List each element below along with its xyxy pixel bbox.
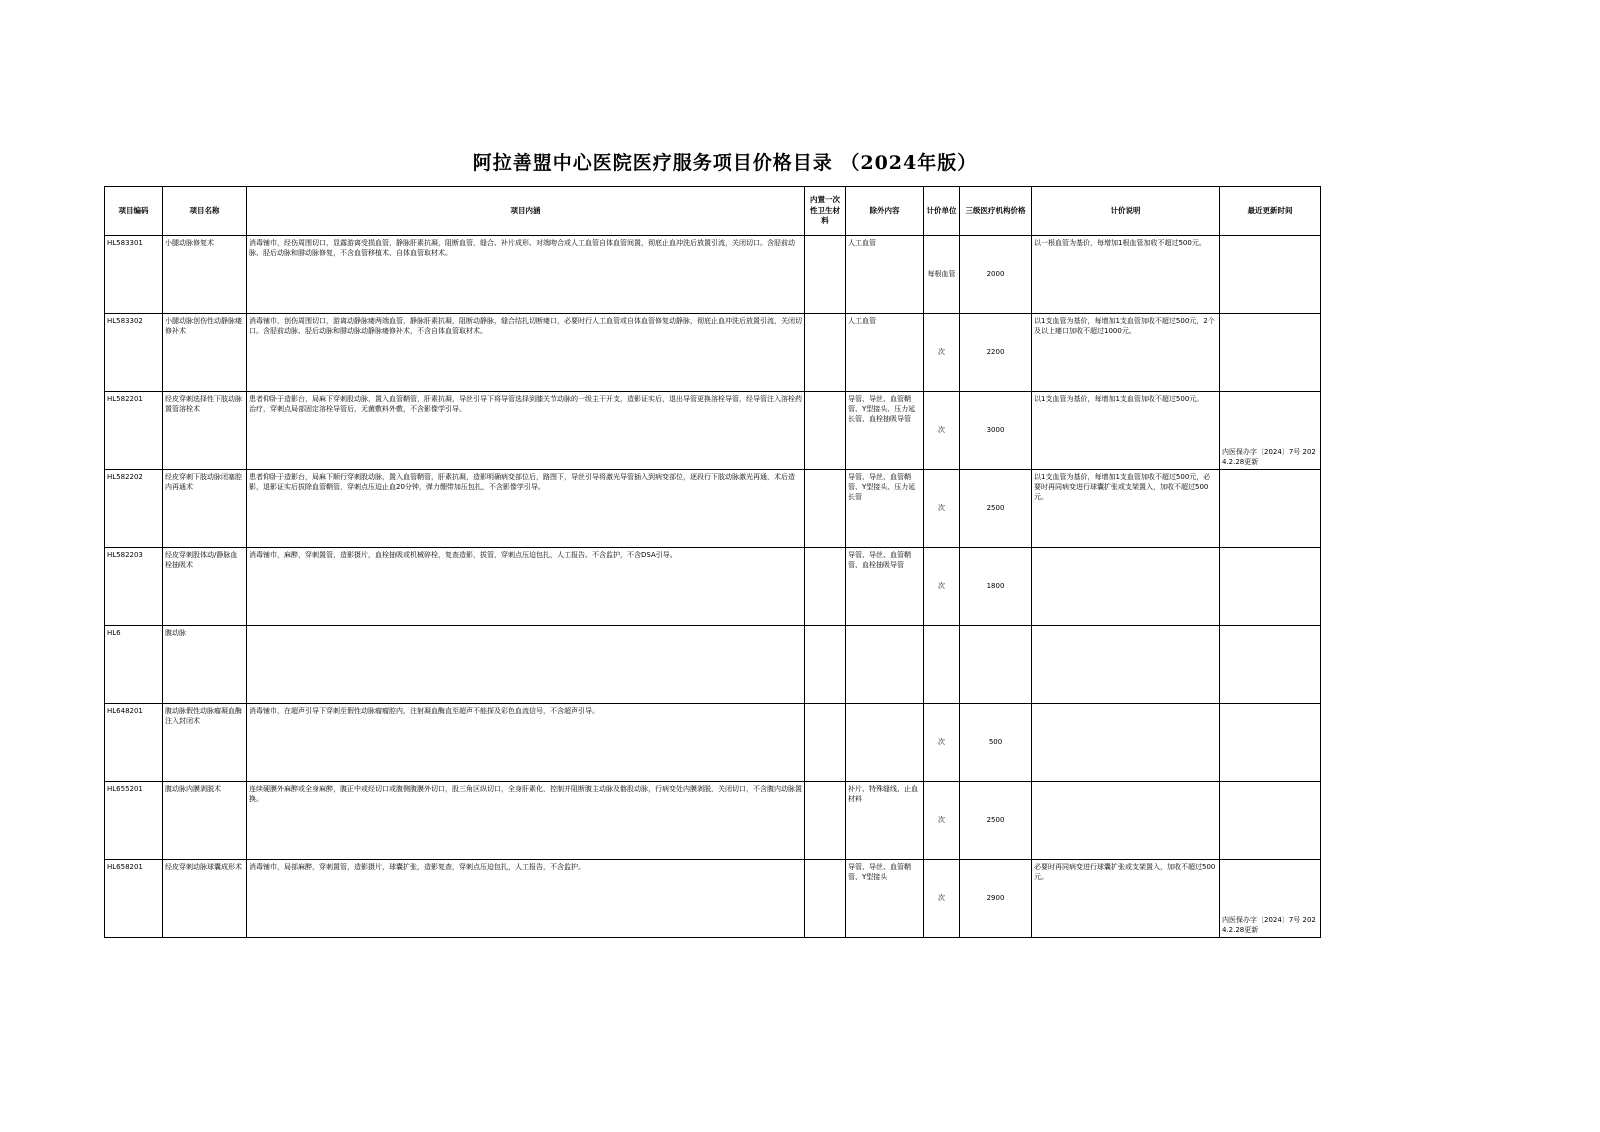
table-row xyxy=(105,626,1321,704)
item-content: 消毒铺巾，局部麻醉，穿刺置管，造影摄片，球囊扩张，造影复查，穿刺点压迫包扎，人工报告，不含监护。 xyxy=(247,860,805,938)
item-unit: 每根血管 xyxy=(924,236,960,314)
item-note: 以1支血管为基价，每增加1支血管加收不超过500元。 xyxy=(1032,392,1220,470)
item-code: HL6 xyxy=(105,626,163,704)
item-price: 2500 xyxy=(960,782,1032,860)
col-header-time: 最近更新时间 xyxy=(1220,187,1321,236)
table-row xyxy=(105,782,1321,860)
item-code: HL658201 xyxy=(105,860,163,938)
item-name: 经皮穿刺下肢动脉闭塞腔内再通术 xyxy=(163,470,247,548)
col-header-material: 内置一次性卫生材料 xyxy=(805,187,846,236)
item-unit: 次 xyxy=(924,860,960,938)
item-update-time: 内医保办字〔2024〕7号 2024.2.28更新 xyxy=(1220,392,1321,470)
item-material xyxy=(805,782,846,860)
item-note: 以1支血管为基价，每增加1支血管加收不超过500元，必要时再同病变进行球囊扩张或支架置入，加收不超过500元。 xyxy=(1032,470,1220,548)
item-content: 消毒铺巾，在超声引导下穿刺至假性动脉瘤瘤腔内，注射凝血酶直至超声不能探及彩色血流信号，不含超声引导。 xyxy=(247,704,805,782)
item-exclude: 人工血管 xyxy=(846,236,924,314)
header-row xyxy=(105,187,1321,236)
item-name: 小腿动脉创伤性动静脉瘘修补术 xyxy=(163,314,247,392)
item-unit: 次 xyxy=(924,782,960,860)
table-row xyxy=(105,314,1321,392)
item-note xyxy=(1032,626,1220,704)
item-unit: 次 xyxy=(924,548,960,626)
table-row xyxy=(105,704,1321,782)
item-code: HL583302 xyxy=(105,314,163,392)
item-unit: 次 xyxy=(924,314,960,392)
item-content xyxy=(247,626,805,704)
item-price: 2200 xyxy=(960,314,1032,392)
item-unit: 次 xyxy=(924,470,960,548)
item-name: 腹动脉内膜剥脱术 xyxy=(163,782,247,860)
item-name: 腹动脉 xyxy=(163,626,247,704)
item-price: 2500 xyxy=(960,470,1032,548)
item-code: HL582203 xyxy=(105,548,163,626)
item-code: HL583301 xyxy=(105,236,163,314)
item-price xyxy=(960,626,1032,704)
item-note xyxy=(1032,548,1220,626)
item-exclude: 人工血管 xyxy=(846,314,924,392)
table-row xyxy=(105,860,1321,938)
item-name: 经皮穿刺选择性下肢动脉置管溶栓术 xyxy=(163,392,247,470)
item-material xyxy=(805,548,846,626)
item-update-time xyxy=(1220,548,1321,626)
price-table xyxy=(104,186,1321,938)
item-update-time xyxy=(1220,782,1321,860)
item-material xyxy=(805,470,846,548)
item-note xyxy=(1032,704,1220,782)
item-name: 小腿动脉修复术 xyxy=(163,236,247,314)
item-content: 消毒铺巾，创伤周围切口，游离动静脉瘘两端血管，静脉肝素抗凝，阻断动静脉，缝合结扎切断瘘口，必要时行人工血管或自体血管修复动静脉，彻底止血冲洗后放置引流，关闭切口。含胫前动脉、胫后动脉和腓动脉动静脉瘘修补术，不含自体血管取材术。 xyxy=(247,314,805,392)
item-code: HL655201 xyxy=(105,782,163,860)
col-header-note: 计价说明 xyxy=(1032,187,1220,236)
item-content: 患者仰卧于造影台，局麻下穿刺股动脉，置入血管鞘管，肝素抗凝，导丝引导下将导管选择到膝关节动脉的一级主干开支，造影证实后，退出导管更换溶栓导管，经导管注入溶栓药治疗，穿刺点局部固定溶栓导管后，无菌敷料外敷，不含影像学引导。 xyxy=(247,392,805,470)
table-row xyxy=(105,470,1321,548)
table-row xyxy=(105,392,1321,470)
item-exclude xyxy=(846,704,924,782)
page-title: 阿拉善盟中心医院医疗服务项目价格目录 （2024年版） xyxy=(472,152,978,174)
item-unit: 次 xyxy=(924,392,960,470)
item-code: HL582201 xyxy=(105,392,163,470)
item-content: 患者仰卧于造影台，局麻下顺行穿刺股动脉，置入血管鞘管，肝素抗凝，造影明确病变部位后，路图下，导丝引导将激光导管插入到病变部位，逐段行下肢动脉激光再通，术后造影，退影证实后拔除血管鞘管，穿刺点压迫止血20分钟，弹力绷带加压包扎，不含影像学引导。 xyxy=(247,470,805,548)
col-header-exclude: 除外内容 xyxy=(846,187,924,236)
col-header-content: 项目内涵 xyxy=(247,187,805,236)
item-exclude xyxy=(846,626,924,704)
item-note xyxy=(1032,782,1220,860)
item-update-time xyxy=(1220,704,1321,782)
item-material xyxy=(805,236,846,314)
item-update-time xyxy=(1220,470,1321,548)
item-material xyxy=(805,860,846,938)
item-price: 2000 xyxy=(960,236,1032,314)
item-exclude: 导管、导丝、血管鞘管、Y型接头 xyxy=(846,860,924,938)
item-code: HL648201 xyxy=(105,704,163,782)
item-unit xyxy=(924,626,960,704)
item-unit: 次 xyxy=(924,704,960,782)
item-material xyxy=(805,704,846,782)
col-header-name: 项目名称 xyxy=(163,187,247,236)
item-material xyxy=(805,626,846,704)
table-row xyxy=(105,548,1321,626)
item-content: 连续硬膜外麻醉或全身麻醉，腹正中或经切口或腹侧腹膜外切口，股三角区纵切口，全身肝素化，控制并阻断腹主动脉及髂股动脉，行病变处内膜剥脱，关闭切口，不含腹内动脉置换。 xyxy=(247,782,805,860)
item-note: 以1支血管为基价，每增加1支血管加收不超过500元，2个及以上瘘口加收不超过1000元。 xyxy=(1032,314,1220,392)
item-price: 2900 xyxy=(960,860,1032,938)
item-note: 以一根血管为基价，每增加1根血管加收不超过500元。 xyxy=(1032,236,1220,314)
item-name: 经皮穿刺动脉球囊成形术 xyxy=(163,860,247,938)
item-price: 500 xyxy=(960,704,1032,782)
item-exclude: 补片、特殊缝线、止血材料 xyxy=(846,782,924,860)
item-material xyxy=(805,392,846,470)
item-name: 腹动脉假性动脉瘤凝血酶注入封闭术 xyxy=(163,704,247,782)
item-name: 经皮穿刺股体动/静脉血栓抽吸术 xyxy=(163,548,247,626)
item-price: 1800 xyxy=(960,548,1032,626)
item-update-time xyxy=(1220,236,1321,314)
item-update-time: 内医保办字〔2024〕7号 2024.2.28更新 xyxy=(1220,860,1321,938)
item-exclude: 导管、导丝、血管鞘管、血栓抽吸导管 xyxy=(846,548,924,626)
item-material xyxy=(805,314,846,392)
item-note: 必要时再同病变进行球囊扩张或支架置入，加收不超过500元。 xyxy=(1032,860,1220,938)
item-update-time xyxy=(1220,314,1321,392)
item-exclude: 导管、导丝、血管鞘管、Y型接头、压力延长管 xyxy=(846,470,924,548)
item-code: HL582202 xyxy=(105,470,163,548)
col-header-code: 项目编码 xyxy=(105,187,163,236)
item-content: 消毒铺巾，麻醉，穿刺置管，造影摄片，血栓抽吸或机械碎栓，复查造影，拔管，穿刺点压迫包扎，人工报告。不含监护，不含DSA引导。 xyxy=(247,548,805,626)
item-update-time xyxy=(1220,626,1321,704)
col-header-price: 三级医疗机构价格 xyxy=(960,187,1032,236)
item-exclude: 导管、导丝、血管鞘管、Y型接头、压力延长管、血栓抽吸导管 xyxy=(846,392,924,470)
item-content: 消毒铺巾，经伤周围切口，显露游离受损血管，静脉肝素抗凝，阻断血管，缝合、补片成形、对端吻合或人工血管自体血管间置，彻底止血冲洗后放置引流，关闭切口。含胫前动脉、胫后动脉和腓动脉修复，不含血管移植术、自体血管取材术。 xyxy=(247,236,805,314)
item-price: 3000 xyxy=(960,392,1032,470)
col-header-unit: 计价单位 xyxy=(924,187,960,236)
table-row xyxy=(105,236,1321,314)
